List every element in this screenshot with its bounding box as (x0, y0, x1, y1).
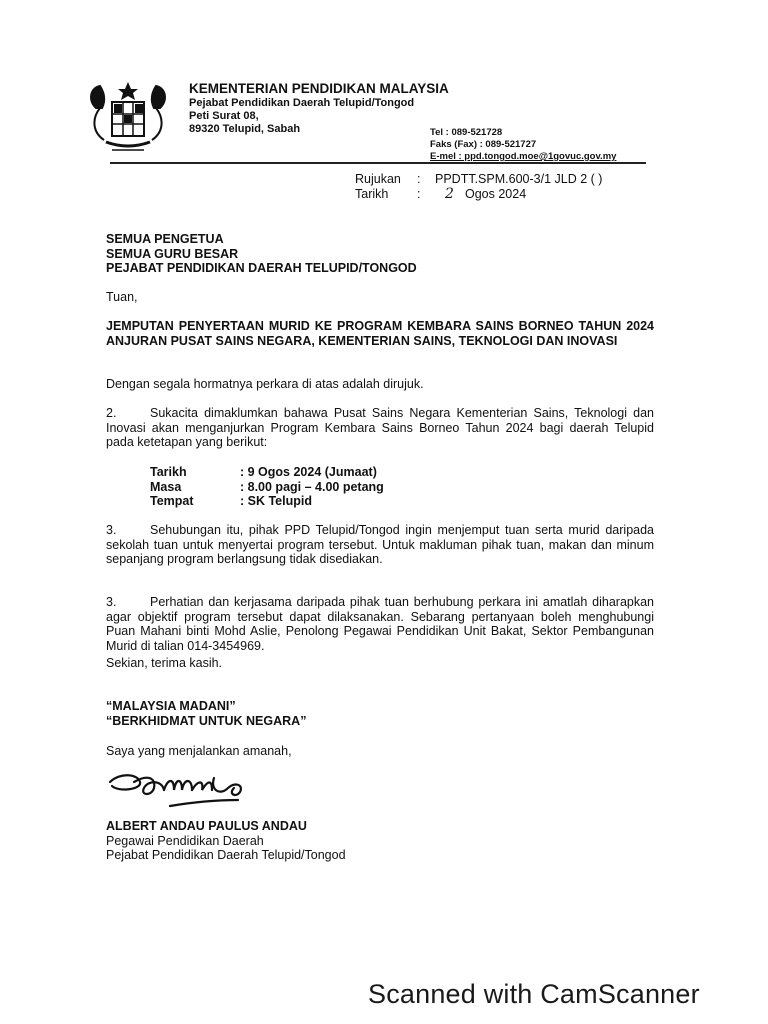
date-value: Ogos 2024 (465, 186, 527, 201)
event-details (150, 465, 384, 509)
recipient-line: SEMUA GURU BESAR (106, 246, 239, 261)
detail-label: Tarikh (150, 465, 187, 479)
detail-value: : 8.00 pagi – 4.00 petang (240, 479, 384, 494)
detail-row (150, 465, 384, 480)
paragraph-text: Sehubungan itu, pihak PPD Telupid/Tongod ingin menjemput tuan serta murid daripada sekolah tuan untuk menyertai program tersebut. Untuk makluman pihak tuan, makan dan minum sepanjang program berlangsung tidak disediakan. (106, 523, 654, 566)
signatory-title: Pegawai Pendidikan Daerah (106, 833, 264, 848)
address-line-2: 89320 Telupid, Sabah (189, 123, 301, 135)
slogans-block (106, 699, 306, 728)
detail-label: Tempat (150, 494, 194, 508)
recipient-line: SEMUA PENGETUA (106, 232, 224, 246)
slogan-line: “BERKHIDMAT UNTUK NEGARA” (106, 713, 307, 728)
reference-block (355, 172, 602, 201)
opening-line: Dengan segala hormatnya perkara di atas adalah dirujuk. (106, 377, 424, 391)
paragraph-number: 3. (106, 523, 117, 537)
detail-label: Masa (150, 479, 182, 494)
office-name: Pejabat Pendidikan Daerah Telupid/Tongod (189, 97, 415, 109)
signatory-name: ALBERT ANDAU PAULUS ANDAU (106, 819, 307, 833)
reference-value: PPDTT.SPM.600-3/1 JLD 2 ( ) (435, 172, 603, 186)
signatory-office: Pejabat Pendidikan Daerah Telupid/Tongod (106, 848, 346, 862)
scanner-watermark: Scanned with CamScanner (368, 979, 700, 1009)
ministry-name: KEMENTERIAN PENDIDIKAN MALAYSIA (189, 81, 449, 96)
fax: Faks (Fax) : 089-521727 (430, 139, 537, 150)
recipient-line: PEJABAT PENDIDIKAN DAERAH TELUPID/TONGOD (106, 261, 417, 275)
address-line-1: Peti Surat 08, (189, 110, 259, 122)
salutation: Tuan, (106, 290, 138, 304)
telephone: Tel : 089-521728 (430, 127, 503, 138)
paragraph-number: 2. (106, 406, 117, 420)
handwritten-signature (104, 766, 264, 814)
email: E-mel : ppd.tongod.moe@1govuc.gov.my (430, 151, 617, 162)
letterhead-divider (110, 162, 646, 164)
reference-row (355, 172, 602, 187)
date-row (355, 187, 602, 202)
subject-heading: JEMPUTAN PENYERTAAN MURID KE PROGRAM KEMBARA SAINS BORNEO TAHUN 2024 ANJURAN PUSAT SAINS NEGARA, KEMENTERIAN SAINS, TEKNOLOGI DAN INOVASI (106, 319, 654, 348)
sign-off: Saya yang menjalankan amanah, (106, 744, 292, 758)
malaysia-coat-of-arms-icon (82, 78, 174, 158)
paragraph-number: 3. (106, 595, 117, 609)
recipients-block (106, 232, 417, 276)
closing-line: Sekian, terima kasih. (106, 656, 223, 670)
date-colon: : (417, 186, 421, 201)
date-label: Tarikh (355, 186, 389, 201)
detail-row (150, 480, 384, 495)
paragraph-text: Sukacita dimaklumkan bahawa Pusat Sains Negara Kementerian Sains, Teknologi dan Inovasi akan menganjurkan Program Kembara Sains Borneo Tahun 2024 bagi daerah Telupid pada ketetapan yang berikut: (106, 406, 654, 449)
paragraph-4 (106, 595, 654, 653)
detail-row (150, 494, 384, 509)
slogan-line: “MALAYSIA MADANI” (106, 699, 236, 713)
signatory-block (106, 819, 346, 863)
paragraph-text: Perhatian dan kerjasama daripada pihak tuan berhubung perkara ini amatlah diharapkan agar objektif program tersebut dapat dilaksanakan. Sebarang pertanyaan boleh menghubungi Puan Mahani binti Mohd Aslie, Penolong Pegawai Pendidikan Unit Bakat, Sektor Pembangunan Murid di talian 014-3454969. (106, 595, 654, 653)
reference-colon: : (417, 172, 421, 186)
reference-label: Rujukan (355, 172, 401, 186)
detail-value: : 9 Ogos 2024 (Jumaat) (240, 465, 377, 479)
paragraph-3 (106, 523, 654, 567)
detail-value: : SK Telupid (240, 494, 312, 508)
paragraph-2 (106, 406, 654, 450)
handwritten-day: 2 (445, 185, 454, 202)
